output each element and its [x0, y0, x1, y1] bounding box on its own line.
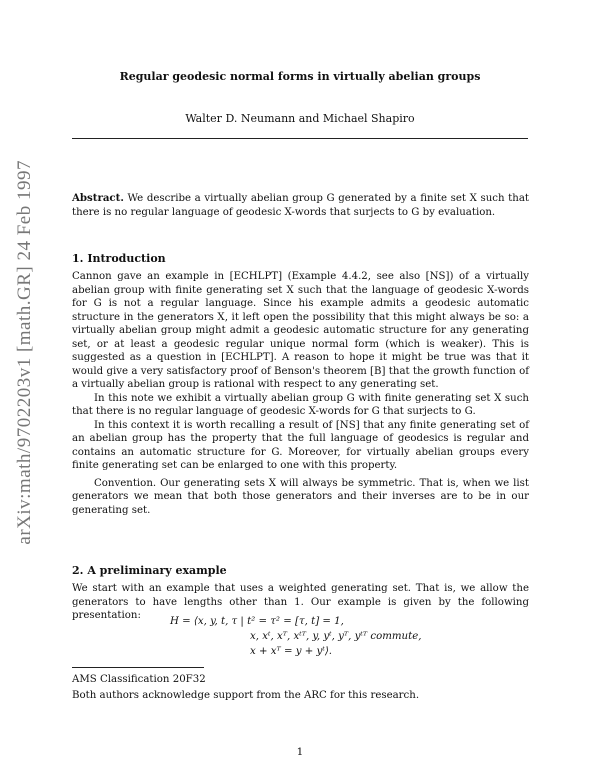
abstract-text: We describe a virtually abelian group G generated by a finite set X such that there is no regular language of geodesic X-words that surjects to G by evaluation. [72, 193, 529, 218]
intro-paragraph-2: In this note we exhibit a virtually abelian group G with finite generating set X such that there is no regular language of geodesic X-words for G that surjects to G. [72, 392, 529, 417]
equation-line-3: x + xᵀ = y + yᵗ⟩. [250, 646, 333, 657]
arxiv-stamp: arXiv:math/9702203v1 [math.GR] 24 Feb 1997 [14, 160, 35, 545]
abstract-label: Abstract. [72, 192, 124, 204]
page-number: 1 [296, 746, 304, 758]
equation-line-1: H = ⟨x, y, t, τ | t² = τ² = [τ, t] = 1, [170, 616, 344, 627]
intro-paragraph-3: In this context it is worth recalling a result of [NS] that any finite generating set of an abelian group has the property that the full language of geodesics is regular and contains an automatic structure for G. Moreover, for virtually abelian groups every finite generating set can be enlarged to one with this property. [72, 419, 529, 471]
footnote-acknowledgement: Both authors acknowledge support from the ARC for this research. [72, 690, 420, 701]
paper-title: Regular geodesic normal forms in virtually abelian groups [119, 70, 481, 83]
equation-line-2: x, xᵗ, xᵀ, xᵗᵀ, y, yᵗ, yᵀ, yᵗᵀ commute, [250, 631, 422, 642]
footnote-rule [72, 667, 204, 668]
abstract [72, 192, 529, 219]
presentation-equation [170, 614, 421, 659]
title-rule [72, 138, 528, 139]
intro-paragraph-4: Convention. Our generating sets X will always be symmetric. That is, when we list generators we mean that both those generators and their inverses are to be in our generating set. [72, 477, 529, 516]
paper-authors: Walter D. Neumann and Michael Shapiro [185, 112, 415, 125]
section-1-heading: 1. Introduction [72, 252, 166, 265]
section-2-heading: 2. A preliminary example [72, 564, 227, 577]
intro-paragraph-1: Cannon gave an example in [ECHLPT] (Example 4.4.2, see also [NS]) of a virtually abelian group with finite generating set X such that the language of geodesic X-words for G is not a regular language. Since his example admits a geodesic automatic structure in the generators X, it left open the possibility that this might always be so: a virtually abelian group might admit a geodesic automatic structure for any generating set, or at least a geodesic regular unique normal form (which is weaker). This is suggested as a question in [ECHLPT]. A reason to hope it might be true was that it would give a very satisfactory proof of Benson's theorem [B] that the growth function of a virtually abelian group is rational with respect to any generating set. [72, 271, 529, 390]
prelim-paragraph: We start with an example that uses a weighted generating set. That is, we allow the generators to have lengths other than 1. Our example is given by the following presentation: [72, 583, 529, 621]
section-1-body [72, 270, 529, 517]
footnote-ams-classification: AMS Classification 20F32 [72, 674, 206, 685]
